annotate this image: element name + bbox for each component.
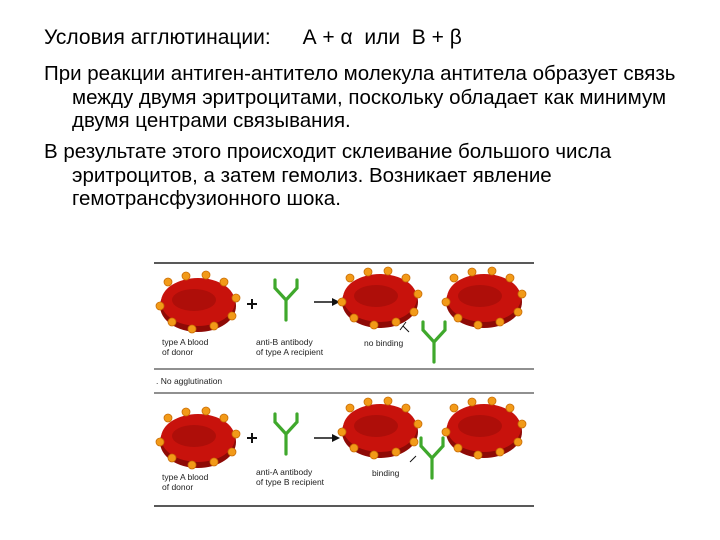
beta-symbol: β bbox=[449, 26, 462, 49]
bottom-donor-cell-antigen bbox=[220, 414, 228, 422]
top-donor-cell-antigen bbox=[228, 312, 236, 320]
bottom-cell-right-dimple bbox=[458, 415, 502, 437]
bottom-cell-right-antigen bbox=[506, 404, 514, 412]
top-cell-left-antigen bbox=[350, 314, 358, 322]
bottom-cell-right-antigen bbox=[518, 420, 526, 428]
top-donor-cell-antigen bbox=[168, 318, 176, 326]
bottom-cell-left-antigen bbox=[370, 451, 378, 459]
top-cell-left-antigen bbox=[338, 298, 346, 306]
top-antibody-label: anti-B antibody of type A recipient bbox=[256, 337, 324, 357]
top-cell-right-antigen bbox=[496, 318, 504, 326]
top-cell-left-dimple bbox=[354, 285, 398, 307]
bottom-donor-cell-antigen bbox=[168, 454, 176, 462]
bottom-donor-cell-antigen bbox=[164, 414, 172, 422]
bottom-donor-cell-antigen bbox=[202, 407, 210, 415]
top-cell-right-antigen bbox=[518, 290, 526, 298]
top-unbound-antibody-arm bbox=[423, 322, 445, 362]
bottom-cell-label: type A blood of donor bbox=[162, 472, 209, 492]
top-cell-right-dimple bbox=[458, 285, 502, 307]
agglutination-figure bbox=[154, 262, 534, 508]
bottom-cell-left-antigen bbox=[414, 420, 422, 428]
bottom-cell-left-antigen bbox=[350, 444, 358, 452]
top-donor-cell-antigen bbox=[220, 278, 228, 286]
top-plus-sign bbox=[247, 299, 257, 309]
alpha-symbol: α bbox=[340, 26, 353, 49]
top-donor-cell-antigen bbox=[156, 302, 164, 310]
formula-a: А + bbox=[302, 26, 341, 49]
top-donor-cell-antigen bbox=[164, 278, 172, 286]
bottom-free-antibody-arm bbox=[275, 414, 297, 454]
top-cell-label: type A blood of donor bbox=[162, 337, 209, 357]
bottom-free-antibody bbox=[275, 414, 297, 454]
bottom-cell-left-dimple bbox=[354, 415, 398, 437]
top-cell-right-antigen bbox=[454, 314, 462, 322]
paragraph-hemolysis: В результате этого происходит склеивание большого числа эритроцитов, а затем гемолиз. Возникает явление гемотрансфузионного шока. bbox=[44, 140, 612, 210]
top-cell-left-antigen bbox=[346, 274, 354, 282]
top-cell-left-antigen bbox=[384, 267, 392, 275]
bottom-cell-right-antigen bbox=[474, 451, 482, 459]
bottom-cell-right-antigen bbox=[496, 448, 504, 456]
bottom-cell-right-antigen bbox=[488, 397, 496, 405]
top-cell-left-antigen bbox=[414, 290, 422, 298]
top-cell-left-antigen bbox=[370, 321, 378, 329]
top-unbound-antibody bbox=[423, 322, 445, 362]
title-prefix: Условия агглютинации: bbox=[44, 26, 271, 49]
bottom-plus-sign bbox=[247, 433, 257, 443]
formula-b: В + bbox=[411, 26, 450, 49]
bottom-reaction-arrow-head bbox=[332, 434, 340, 442]
or-word: или bbox=[364, 26, 401, 49]
bottom-cell-right-antigen bbox=[442, 428, 450, 436]
bottom-donor-cell-antigen bbox=[228, 448, 236, 456]
bottom-binding-label: binding bbox=[372, 468, 400, 478]
top-cell-right-antigen bbox=[450, 274, 458, 282]
bottom-cell-right-antigen bbox=[454, 444, 462, 452]
top-free-antibody-arm bbox=[275, 280, 297, 320]
top-panel-caption: . No agglutination bbox=[156, 376, 223, 386]
bottom-cell-right-antigen bbox=[450, 404, 458, 412]
top-cell-right-antigen bbox=[488, 267, 496, 275]
bottom-donor-cell-antigen bbox=[156, 438, 164, 446]
bottom-donor-cell-antigen bbox=[210, 458, 218, 466]
bottom-donor-cell-antigen bbox=[232, 430, 240, 438]
bottom-cell-left-antigen bbox=[402, 404, 410, 412]
bottom-donor-cell-dimple bbox=[172, 425, 216, 447]
top-free-antibody bbox=[275, 280, 297, 320]
top-cell-left-antigen bbox=[410, 308, 418, 316]
bottom-donor-cell-antigen bbox=[188, 461, 196, 469]
top-donor-cell-antigen bbox=[232, 294, 240, 302]
bottom-cell-left-antigen bbox=[338, 428, 346, 436]
top-donor-cell-antigen bbox=[182, 272, 190, 280]
binding-pointer bbox=[410, 456, 416, 462]
bottom-antibody-label: anti-A antibody of type B recipient bbox=[256, 467, 325, 487]
paragraph-antigen-antibody: При реакции антиген-антитело молекула антитела образует связь между двумя эритроцитами, поскольку обладает как минимум двумя центрами связывания. bbox=[44, 62, 676, 132]
top-donor-cell-antigen bbox=[188, 325, 196, 333]
top-cell-left-antigen bbox=[392, 318, 400, 326]
slide-title bbox=[44, 26, 462, 50]
bottom-cell-right-antigen bbox=[468, 398, 476, 406]
top-cell-right-antigen bbox=[468, 268, 476, 276]
top-cell-right-antigen bbox=[514, 308, 522, 316]
top-cell-right-antigen bbox=[474, 321, 482, 329]
top-donor-cell-antigen bbox=[210, 322, 218, 330]
bottom-bridging-antibody bbox=[421, 438, 443, 478]
bottom-cell-right-antigen bbox=[514, 438, 522, 446]
bottom-bridging-antibody-arm bbox=[421, 438, 443, 478]
top-donor-cell-dimple bbox=[172, 289, 216, 311]
top-cell-left-antigen bbox=[364, 268, 372, 276]
bottom-cell-left-antigen bbox=[410, 438, 418, 446]
top-donor-cell-antigen bbox=[202, 271, 210, 279]
bottom-cell-left-antigen bbox=[392, 448, 400, 456]
top-cell-right-antigen bbox=[506, 274, 514, 282]
top-binding-label: no binding bbox=[364, 338, 404, 348]
bottom-cell-left-antigen bbox=[346, 404, 354, 412]
bottom-cell-left-antigen bbox=[364, 398, 372, 406]
bottom-cell-left-antigen bbox=[384, 397, 392, 405]
top-cell-right-antigen bbox=[442, 298, 450, 306]
bottom-donor-cell-antigen bbox=[182, 408, 190, 416]
top-cell-left-antigen bbox=[402, 274, 410, 282]
